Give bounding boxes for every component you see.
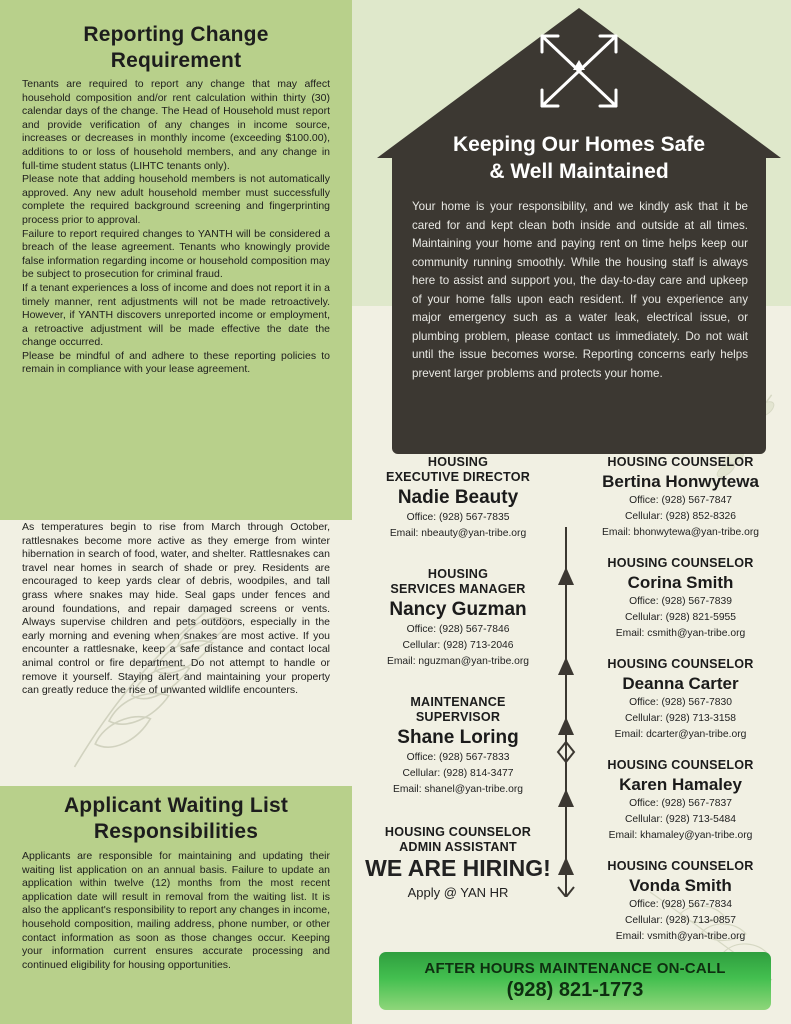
paragraph: Applicants are responsible for maintaining and updating their waiting list application on an annual basis. Failure to update an application within twelve (12) months from the most recent application date will result in removal from the waiting list. It is also the applicant's responsibility to report any changes in income, household composition, mailing address, phone number, or other contact information as soon as those changes occur. Keeping your information current ensures accurate processing and continued eligibility for housing opportunities. bbox=[22, 850, 330, 971]
hiring-headline: WE ARE HIRING! bbox=[365, 855, 551, 881]
contact-name: Nadie Beauty bbox=[397, 487, 519, 508]
contact-cellular: Cellular: (928) 821-5955 bbox=[624, 612, 737, 623]
contact-office: Office: (928) 567-7839 bbox=[629, 596, 732, 607]
paragraph: As temperatures begin to rise from March through October, rattlesnakes become more active as they emerge from winter hibernation in search of food, water, and shelter. Rattlesnakes can travel near homes in search of shade or prey. Residents are encouraged to keep yards clear of debris, woodpiles, and tall grass where snakes may hide. Seal gaps under fences and around foundations, and repair damaged screens or vents. Always supervise children and pets outdoors, especially in the early morning and evening when snakes are most active. If you encounter a rattlesnake, keep a safe distance and contact local animal control or fire department. Do not attempt to handle or remove it yourself. Staying alert and maintaining your property can greatly reduce the rise of unwanted wildlife encounters. bbox=[22, 521, 330, 697]
contact-cellular: Cellular: (928) 852-8326 bbox=[624, 511, 737, 522]
contact-office: Office: (928) 567-7830 bbox=[629, 697, 732, 708]
contact-email[interactable]: Email: shanel@yan-tribe.org bbox=[392, 784, 524, 795]
contact-office: Office: (928) 567-7846 bbox=[406, 624, 510, 635]
contact-card bbox=[570, 859, 791, 944]
hiring-apply-note: Apply @ YAN HR bbox=[407, 885, 509, 900]
contact-email[interactable]: Email: nguzman@yan-tribe.org bbox=[386, 656, 530, 667]
contact-role-line1: HOUSING bbox=[427, 455, 489, 469]
contacts-left-column bbox=[360, 455, 556, 914]
reporting-change-body bbox=[0, 78, 352, 377]
contact-role-line2: EXECUTIVE DIRECTOR bbox=[385, 470, 531, 484]
paragraph: Please note that adding household members is not automatically approved. Any new adult household member must successfully complete the required background screening and fingerprinting process prior to approval. bbox=[22, 173, 330, 226]
contact-office: Office: (928) 567-7834 bbox=[629, 899, 732, 910]
contact-role-line2: ADMIN ASSISTANT bbox=[399, 840, 517, 854]
contact-name: Corina Smith bbox=[627, 573, 734, 592]
contact-role-line1: HOUSING COUNSELOR bbox=[607, 455, 754, 469]
contacts-section bbox=[360, 455, 791, 942]
applicant-waiting-list-body bbox=[0, 850, 352, 972]
contact-email[interactable]: Email: bhonwytewa@yan-tribe.org bbox=[602, 527, 759, 538]
contact-card bbox=[570, 657, 791, 742]
paragraph: Please be mindful of and adhere to these reporting policies to remain in compliance with your lease agreement. bbox=[22, 349, 330, 376]
paragraph: Tenants are required to report any change that may affect household composition and/or rent calculation within thirty (30) calendar days of the change. The Head of Household must report and provide verification of any changes in income source, increases or decreases in monthly income (exceeding $100.00), additions to or loss of household members, and any change in full-time student status (LIHTC tenants only). bbox=[22, 78, 330, 172]
contact-role-line1: MAINTENANCE bbox=[410, 695, 506, 709]
contact-card bbox=[570, 758, 791, 843]
contact-card bbox=[570, 556, 791, 641]
contact-role-line1: HOUSING COUNSELOR bbox=[607, 859, 754, 873]
contact-cellular: Cellular: (928) 713-2046 bbox=[402, 640, 514, 651]
hiring-card bbox=[360, 825, 556, 900]
after-hours-label: AFTER HOURS MAINTENANCE ON-CALL bbox=[424, 960, 726, 977]
contact-cellular: Cellular: (928) 713-0857 bbox=[624, 915, 737, 926]
house-graphic bbox=[377, 8, 781, 456]
contact-role-line1: HOUSING COUNSELOR bbox=[607, 556, 754, 570]
after-hours-banner[interactable] bbox=[379, 952, 771, 1010]
contact-name: Deanna Carter bbox=[622, 674, 739, 693]
contact-office: Office: (928) 567-7847 bbox=[629, 495, 732, 506]
rattlesnake-safety-body bbox=[0, 521, 352, 698]
contact-email[interactable]: Email: dcarter@yan-tribe.org bbox=[614, 729, 747, 740]
contact-name: Nancy Guzman bbox=[389, 599, 527, 620]
contact-role-line1: HOUSING COUNSELOR bbox=[607, 758, 754, 772]
contact-email[interactable]: Email: vsmith@yan-tribe.org bbox=[615, 931, 746, 942]
contact-cellular: Cellular: (928) 814-3477 bbox=[402, 768, 514, 779]
contact-cellular: Cellular: (928) 713-5484 bbox=[624, 814, 737, 825]
contact-card bbox=[570, 455, 791, 540]
applicant-waiting-list-title: Applicant Waiting List Responsibilities bbox=[63, 794, 289, 843]
contact-email[interactable]: Email: nbeauty@yan-tribe.org bbox=[389, 528, 527, 539]
contact-card bbox=[360, 695, 556, 797]
reporting-change-title: Reporting Change Requirement bbox=[83, 23, 269, 72]
contact-office: Office: (928) 567-7835 bbox=[406, 512, 510, 523]
crossed-arrows-icon bbox=[532, 26, 626, 114]
house-headline-line1: Keeping Our Homes Safe bbox=[452, 133, 706, 156]
contact-office: Office: (928) 567-7837 bbox=[629, 798, 732, 809]
contact-name: Karen Hamaley bbox=[619, 775, 742, 794]
contact-name: Bertina Honwytewa bbox=[602, 472, 759, 491]
contact-name: Vonda Smith bbox=[629, 876, 732, 895]
contact-cellular: Cellular: (928) 713-3158 bbox=[624, 713, 737, 724]
contact-role-line1: HOUSING bbox=[427, 567, 489, 581]
house-headline-line2: & Well Maintained bbox=[489, 160, 669, 183]
contact-role-line1: HOUSING COUNSELOR bbox=[607, 657, 754, 671]
contact-role-line1: HOUSING COUNSELOR bbox=[384, 825, 532, 839]
paragraph: Failure to report required changes to YANTH will be considered a breach of the lease agreement. Tenants who knowingly provide false information regarding income or household composition may be subject to prosecution for criminal fraud. bbox=[22, 227, 330, 281]
house-body-text: Your home is your responsibility, and we kindly ask that it be cared for and kept clean both inside and outside at all times. Maintaining your home and paying rent on time helps keep our community running smoothly. While the housing staff is always here to assist and support you, the day-to-day care and upkeep of your home falls upon each resident. If you experience any major emergency such as a water leak, electrical issue, or plumbing problem, please contact us immediately. Do not wait until the issue becomes worse. Reporting concerns early helps prevent larger problems and protects your home. bbox=[412, 200, 748, 380]
contact-name: Shane Loring bbox=[397, 727, 519, 748]
house-headline bbox=[392, 131, 766, 185]
contact-role-line2: SERVICES MANAGER bbox=[390, 582, 526, 596]
contact-office: Office: (928) 567-7833 bbox=[406, 752, 510, 763]
contact-card bbox=[360, 567, 556, 669]
contact-card bbox=[360, 455, 556, 541]
contact-role-line2: SUPERVISOR bbox=[415, 710, 501, 724]
contact-email[interactable]: Email: csmith@yan-tribe.org bbox=[615, 628, 746, 639]
contact-email[interactable]: Email: khamaley@yan-tribe.org bbox=[608, 830, 753, 841]
contacts-right-column bbox=[570, 455, 791, 958]
after-hours-phone: (928) 821-1773 bbox=[506, 979, 644, 1001]
paragraph: If a tenant experiences a loss of income and does not report it in a timely manner, rent adjustments will not be made retroactively. However, if YANTH discovers unreported income or employment, a retroactive adjustment will be made effective the date the change occurred. bbox=[22, 281, 330, 349]
